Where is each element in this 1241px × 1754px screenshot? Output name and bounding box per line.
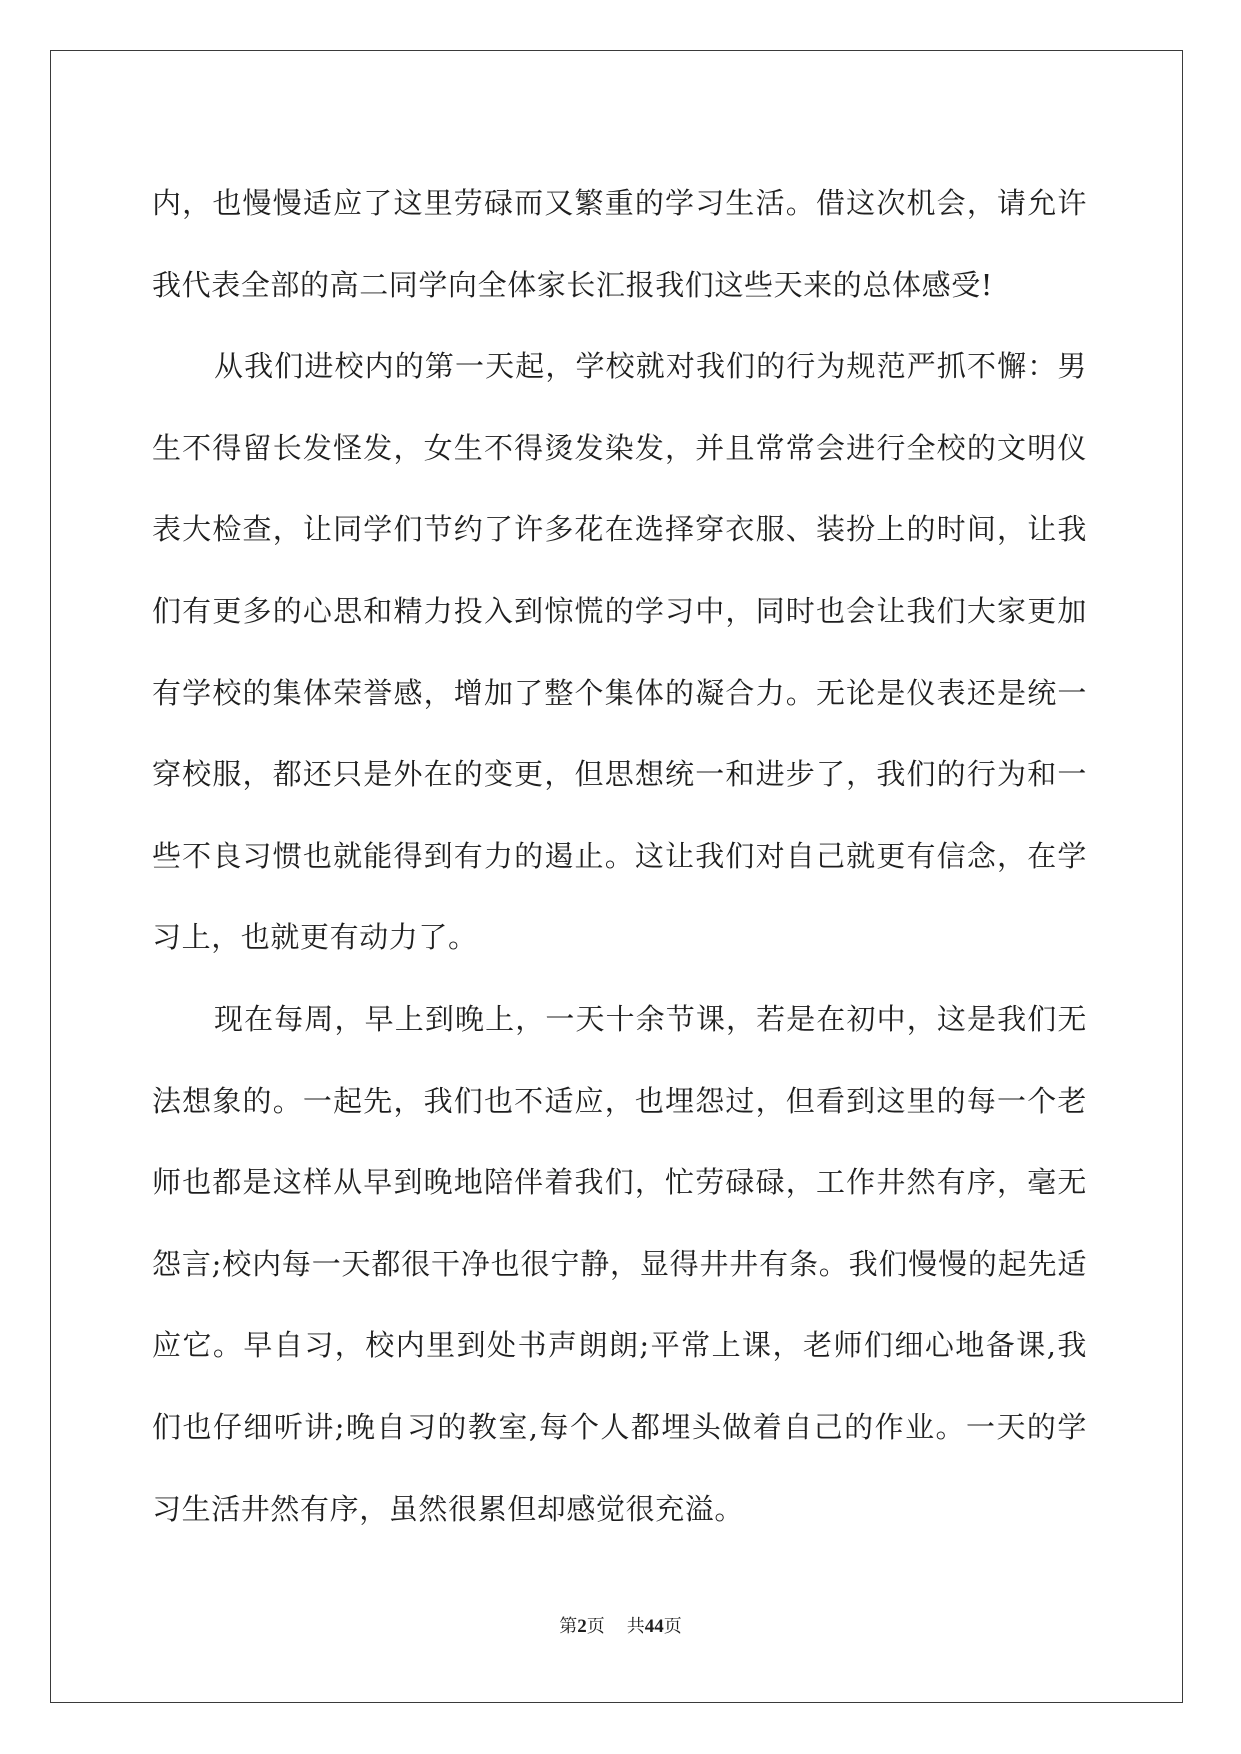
document-body (152, 163, 1087, 1550)
page-suffix: 页 (586, 1616, 605, 1636)
paragraph-continuation: 内，也慢慢适应了这里劳碌而又繁重的学习生活。借这次机会，请允许我代表全部的高二同学向全体家长汇报我们这些天来的总体感受! (152, 186, 1087, 302)
paragraph-school-rules: 从我们进校内的第一天起，学校就对我们的行为规范严抓不懈：男生不得留长发怪发，女生不得烫发染发，并且常常会进行全校的文明仪表大检查，让同学们节约了许多花在选择穿衣服、装扮上的时间，让我们有更多的心思和精力投入到惊慌的学习中，同时也会让我们大家更加有学校的集体荣誉感，增加了整个集体的凝合力。无论是仪表还是统一穿校服，都还只是外在的变更，但思想统一和进步了，我们的行为和一些不良习惯也就能得到有力的遏止。这让我们对自己就更有信念，在学习上，也就更有动力了。 (152, 349, 1087, 955)
paragraph-daily-schedule: 现在每周，早上到晚上，一天十余节课，若是在初中，这是我们无法想象的。一起先，我们也不适应，也埋怨过，但看到这里的每一个老师也都是这样从早到晚地陪伴着我们，忙劳碌碌，工作井然有序，毫无怨言;校内每一天都很干净也很宁静，显得井井有条。我们慢慢的起先适应它。早自习，校内里到处书声朗朗;平常上课，老师们细心地备课,我们也仔细听讲;晚自习的教室,每个人都埋头做着自己的作业。一天的学习生活井然有序，虽然很累但却感觉很充溢。 (152, 1001, 1087, 1526)
page-number: 2 (577, 1616, 587, 1637)
total-prefix: 共 (626, 1616, 645, 1636)
page-footer (0, 1614, 1241, 1639)
total-suffix: 页 (663, 1616, 682, 1636)
total-pages: 44 (644, 1616, 664, 1637)
page-prefix: 第 (559, 1616, 578, 1636)
